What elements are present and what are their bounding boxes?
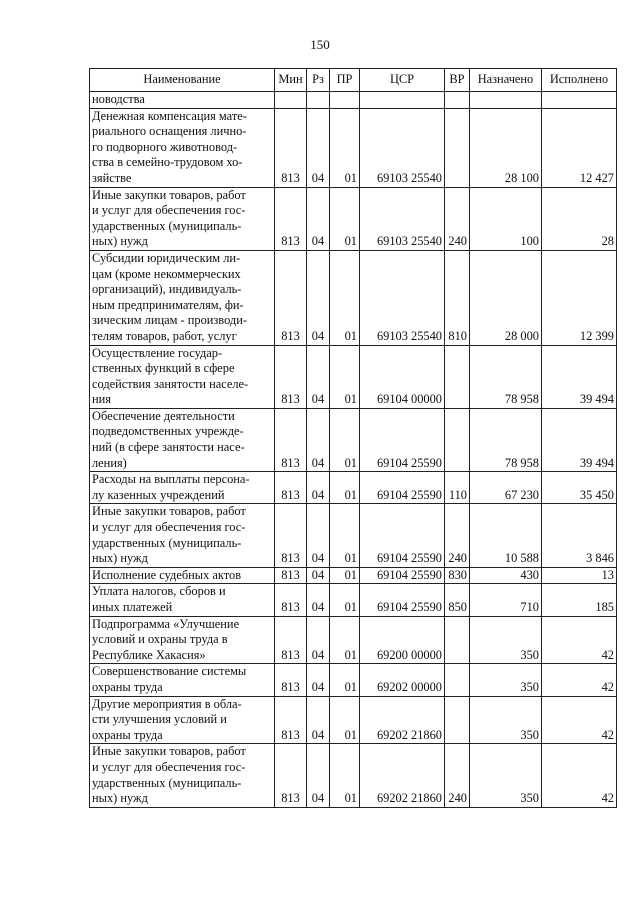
cell-name: Обеспечение деятельности подведомственных учрежде- ний (в сфере занятости насе- ления): [90, 408, 275, 471]
cell-rz: 04: [307, 744, 330, 807]
cell-executed: 39 494: [542, 408, 617, 471]
cell-name: Уплата налогов, сборов и иных платежей: [90, 584, 275, 616]
cell-executed: 35 450: [542, 472, 617, 504]
table-row: [90, 744, 617, 807]
cell-min: 813: [275, 584, 307, 616]
cell-pr: [330, 92, 360, 109]
cell-pr: 01: [330, 567, 360, 584]
table-row: [90, 187, 617, 250]
table-row: [90, 616, 617, 664]
cell-pr: 01: [330, 408, 360, 471]
cell-rz: 04: [307, 472, 330, 504]
cell-assigned: 67 230: [470, 472, 542, 504]
cell-vr: 240: [445, 744, 470, 807]
cell-vr: 850: [445, 584, 470, 616]
cell-pr: 01: [330, 664, 360, 696]
cell-pr: 01: [330, 250, 360, 345]
cell-assigned: 430: [470, 567, 542, 584]
table-row: [90, 472, 617, 504]
cell-executed: 185: [542, 584, 617, 616]
cell-rz: 04: [307, 408, 330, 471]
cell-pr: 01: [330, 584, 360, 616]
header-executed: Исполнено: [542, 69, 617, 92]
cell-csr: 69104 25590: [360, 584, 445, 616]
table-row: [90, 567, 617, 584]
cell-min: 813: [275, 408, 307, 471]
header-name: Наименование: [90, 69, 275, 92]
table-row: [90, 250, 617, 345]
cell-assigned: 350: [470, 744, 542, 807]
cell-name: Осуществление государ- ственных функций в сфере содействия занятости населе- ния: [90, 345, 275, 408]
cell-vr: [445, 696, 470, 744]
cell-name: Иные закупки товаров, работ и услуг для обеспечения гос- ударственных (муниципаль- ных) нужд: [90, 744, 275, 807]
table-header-row: [90, 69, 617, 92]
cell-pr: 01: [330, 696, 360, 744]
table-row: [90, 408, 617, 471]
cell-executed: 12 399: [542, 250, 617, 345]
cell-pr: 01: [330, 187, 360, 250]
cell-pr: 01: [330, 744, 360, 807]
cell-rz: 04: [307, 504, 330, 567]
cell-min: [275, 92, 307, 109]
cell-pr: 01: [330, 345, 360, 408]
cell-min: 813: [275, 108, 307, 187]
cell-min: 813: [275, 345, 307, 408]
cell-vr: [445, 108, 470, 187]
cell-name: Иные закупки товаров, работ и услуг для обеспечения гос- ударственных (муниципаль- ных) нужд: [90, 187, 275, 250]
cell-csr: 69104 25590: [360, 472, 445, 504]
cell-csr: 69103 25540: [360, 187, 445, 250]
cell-assigned: 710: [470, 584, 542, 616]
cell-name: Совершенствование системы охраны труда: [90, 664, 275, 696]
cell-executed: 28: [542, 187, 617, 250]
cell-rz: 04: [307, 250, 330, 345]
table-row: [90, 504, 617, 567]
cell-min: 813: [275, 616, 307, 664]
table-row: [90, 584, 617, 616]
table-row: [90, 92, 617, 109]
cell-vr: [445, 345, 470, 408]
cell-min: 813: [275, 696, 307, 744]
cell-rz: 04: [307, 664, 330, 696]
cell-assigned: 78 958: [470, 408, 542, 471]
cell-rz: 04: [307, 345, 330, 408]
cell-rz: 04: [307, 187, 330, 250]
cell-min: 813: [275, 250, 307, 345]
cell-name: Субсидии юридическим ли- цам (кроме некоммерческих организаций), индивидуаль- ным предпринимателям, фи- зическим лицам - производи- телям товаров, работ, услуг: [90, 250, 275, 345]
page-number: 150: [310, 37, 330, 52]
cell-name: Подпрограмма «Улучшение условий и охраны труда в Республике Хакасия»: [90, 616, 275, 664]
cell-rz: [307, 92, 330, 109]
cell-rz: 04: [307, 108, 330, 187]
cell-assigned: 350: [470, 664, 542, 696]
cell-name: новодства: [90, 92, 275, 109]
cell-csr: 69104 25590: [360, 504, 445, 567]
cell-assigned: 350: [470, 696, 542, 744]
cell-assigned: 28 100: [470, 108, 542, 187]
cell-name: Другие мероприятия в обла- сти улучшения условий и охраны труда: [90, 696, 275, 744]
cell-min: 813: [275, 664, 307, 696]
cell-pr: 01: [330, 108, 360, 187]
cell-assigned: 78 958: [470, 345, 542, 408]
table-body: [90, 92, 617, 808]
cell-name: Денежная компенсация мате- риального оснащения лично- го подворного животновод- ства в семейно-трудовом хо- зяйстве: [90, 108, 275, 187]
cell-vr: 240: [445, 187, 470, 250]
table-row: [90, 696, 617, 744]
header-min: Мин: [275, 69, 307, 92]
cell-vr: 110: [445, 472, 470, 504]
header-vr: ВР: [445, 69, 470, 92]
cell-csr: 69104 25590: [360, 567, 445, 584]
cell-executed: 42: [542, 696, 617, 744]
cell-vr: [445, 92, 470, 109]
cell-min: 813: [275, 472, 307, 504]
cell-assigned: 100: [470, 187, 542, 250]
cell-csr: 69103 25540: [360, 108, 445, 187]
cell-vr: 830: [445, 567, 470, 584]
cell-csr: 69104 00000: [360, 345, 445, 408]
header-rz: Рз: [307, 69, 330, 92]
cell-name: Исполнение судебных актов: [90, 567, 275, 584]
cell-vr: 240: [445, 504, 470, 567]
cell-executed: [542, 92, 617, 109]
header-csr: ЦСР: [360, 69, 445, 92]
cell-executed: 42: [542, 664, 617, 696]
cell-csr: 69104 25590: [360, 408, 445, 471]
cell-executed: 42: [542, 616, 617, 664]
cell-pr: 01: [330, 504, 360, 567]
cell-executed: 13: [542, 567, 617, 584]
cell-pr: 01: [330, 472, 360, 504]
cell-assigned: 28 000: [470, 250, 542, 345]
header-assigned: Назначено: [470, 69, 542, 92]
header-pr: ПР: [330, 69, 360, 92]
cell-csr: [360, 92, 445, 109]
budget-table: [89, 68, 617, 808]
cell-executed: 12 427: [542, 108, 617, 187]
cell-min: 813: [275, 187, 307, 250]
cell-csr: 69200 00000: [360, 616, 445, 664]
cell-executed: 39 494: [542, 345, 617, 408]
table-row: [90, 664, 617, 696]
cell-assigned: [470, 92, 542, 109]
cell-rz: 04: [307, 696, 330, 744]
cell-pr: 01: [330, 616, 360, 664]
cell-vr: [445, 664, 470, 696]
cell-min: 813: [275, 744, 307, 807]
cell-rz: 04: [307, 616, 330, 664]
cell-rz: 04: [307, 584, 330, 616]
cell-vr: [445, 408, 470, 471]
cell-rz: 04: [307, 567, 330, 584]
cell-csr: 69103 25540: [360, 250, 445, 345]
cell-executed: 42: [542, 744, 617, 807]
cell-min: 813: [275, 567, 307, 584]
cell-csr: 69202 21860: [360, 696, 445, 744]
cell-vr: [445, 616, 470, 664]
cell-assigned: 10 588: [470, 504, 542, 567]
cell-vr: 810: [445, 250, 470, 345]
cell-csr: 69202 00000: [360, 664, 445, 696]
cell-name: Иные закупки товаров, работ и услуг для обеспечения гос- ударственных (муниципаль- ных) нужд: [90, 504, 275, 567]
cell-min: 813: [275, 504, 307, 567]
table-row: [90, 108, 617, 187]
cell-assigned: 350: [470, 616, 542, 664]
table-row: [90, 345, 617, 408]
cell-executed: 3 846: [542, 504, 617, 567]
cell-name: Расходы на выплаты персона- лу казенных учреждений: [90, 472, 275, 504]
cell-csr: 69202 21860: [360, 744, 445, 807]
